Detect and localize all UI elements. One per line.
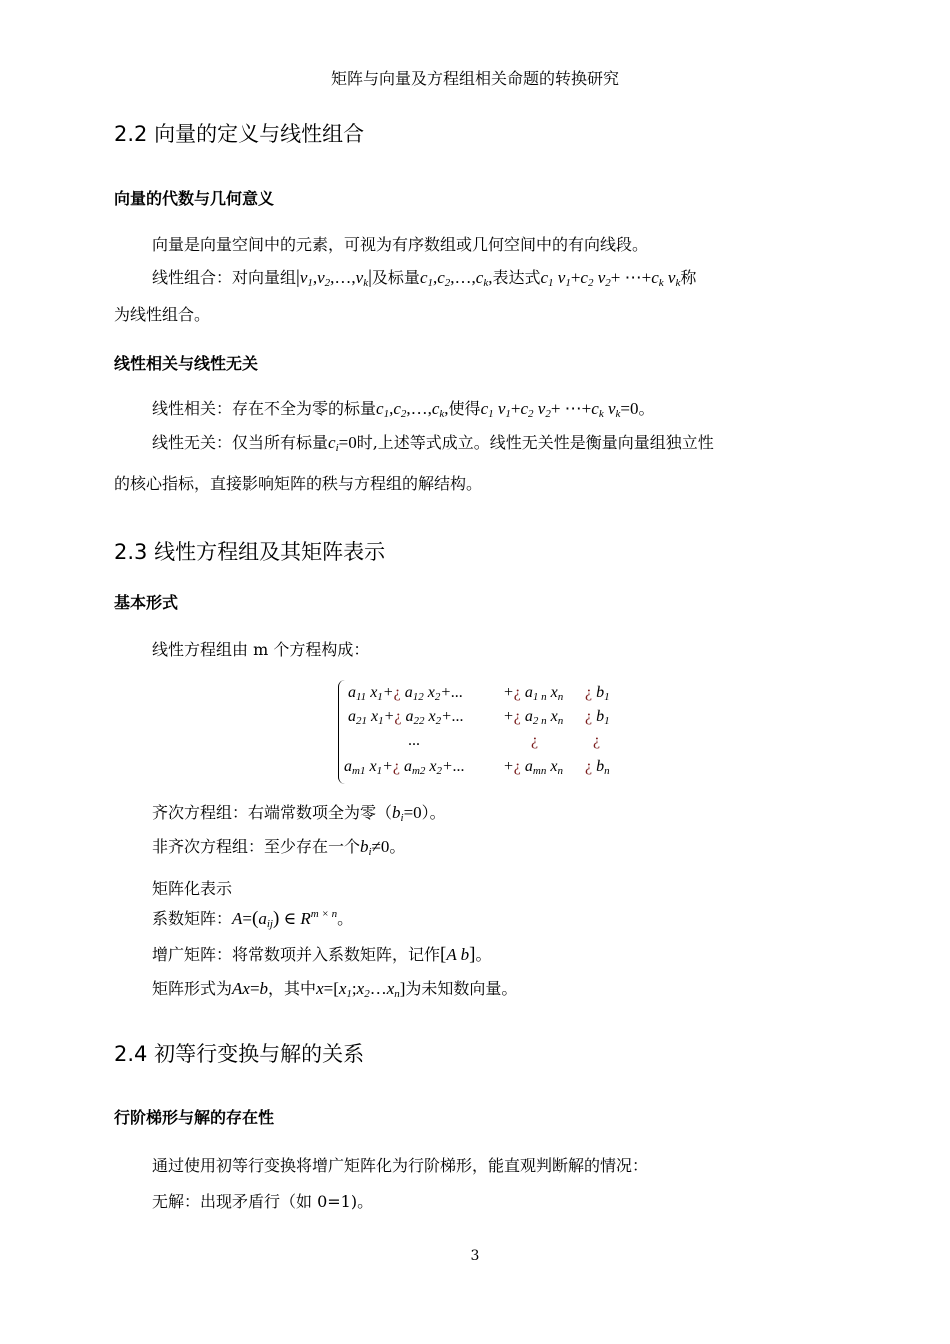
formula-ax-b: Ax=b <box>232 979 269 998</box>
section-2-3-title: 2.3 线性方程组及其矩阵表示 <box>114 540 386 564</box>
equation-system <box>338 676 638 786</box>
paragraph-continuation: 的核心指标，直接影响矩阵的秩与方程组的解结构。 <box>114 474 483 493</box>
text-fragment: 矩阵形式为 <box>152 979 233 998</box>
text-fragment: 线性组合：对向量组 <box>152 268 297 287</box>
text-fragment: 线性无关：仅当所有标量 <box>152 433 329 452</box>
text-fragment: 。 <box>389 837 406 856</box>
subsection-vector-meaning-title: 向量的代数与几何意义 <box>114 189 275 208</box>
text-fragment: 称 <box>680 268 697 287</box>
paragraph-linear-combination <box>152 265 696 289</box>
paragraph-homogeneous <box>152 800 446 824</box>
text-fragment: 非齐次方程组：至少存在一个 <box>152 837 361 856</box>
text-fragment: 使得 <box>448 399 481 418</box>
text-fragment: 增广矩阵：将常数项并入系数矩阵，记作 <box>152 945 441 964</box>
subsection-basic-form-title: 基本形式 <box>114 593 179 612</box>
formula-zero-combination: $c_1$ $v_1+c_2$ $v_2+$ $\cdots+c_k$ $v_k=0$ <box>480 399 639 420</box>
text-fragment: 时,上述等式成立。线性无关性是衡量向量组独立性 <box>356 433 714 452</box>
formula-unknown-vector: $x=[x_1;x_2\dots x_n]$ <box>316 979 406 1000</box>
text-fragment: 。 <box>638 399 655 418</box>
equation-row-ellipsis-rhs: ¿ <box>593 732 601 749</box>
formula-ci-zero: $c_i=0$ <box>328 433 357 454</box>
formula-linear-combination: $c_1$ $v_1+c_2$ $v_2+$ $\cdots+c_k$ $v_k$ <box>540 268 681 289</box>
section-2-4-title: 2.4 初等行变换与解的关系 <box>114 1042 365 1066</box>
paragraph-no-solution: 无解：出现矛盾行（如 0=1)。 <box>152 1192 374 1211</box>
text-fragment: 齐次方程组：右端常数项全为零（ <box>152 803 393 822</box>
paragraph-row-echelon: 通过使用初等行变换将增广矩阵化为行阶梯形，能直观判断解的情况： <box>152 1156 649 1175</box>
text-fragment: 线性相关：存在不全为零的标量 <box>152 399 377 418</box>
equation-row-1: $a_{11}$ $x_1+¿$ $a_{12}$ $x_2+$... <box>348 684 464 703</box>
paragraph-continuation: 为线性组合。 <box>114 305 211 324</box>
equation-row-2: $a_{21}$ $x_1+¿$ $a_{22}$ $x_2+$... <box>348 708 464 727</box>
equation-row-m-rhs: ¿ $b_n$ <box>585 758 610 777</box>
text-fragment: ，其中 <box>268 979 317 998</box>
matrix-representation-heading: 矩阵化表示 <box>152 879 233 898</box>
paragraph-matrix-form <box>152 976 517 1000</box>
equation-row-1-tail: +¿ $a_{1 n}$ $x_n$ <box>503 684 564 703</box>
section-2-2-title: 2.2 向量的定义与线性组合 <box>114 122 365 146</box>
paragraph-nonhomogeneous <box>152 834 405 858</box>
paragraph-system-intro: 线性方程组由 m 个方程构成： <box>152 640 370 659</box>
formula-scalars: $c_1,c_2,\dots,c_k$, <box>419 268 493 289</box>
equation-row-1-rhs: ¿ $b_1$ <box>585 684 610 703</box>
formula-bi-nonzero: $b_i\ne 0$ <box>360 837 390 858</box>
formula-vector-set: $|v_1,v_2,\dots,v_k|$ <box>296 267 372 289</box>
text-fragment: ）。 <box>421 803 446 822</box>
formula-scalars: $c_1,c_2,\dots,c_k$, <box>376 399 449 420</box>
equation-row-ellipsis-mid: ¿ <box>531 732 539 749</box>
formula-augmented-matrix: [A b] <box>440 944 476 965</box>
paragraph-linear-independence <box>152 430 714 454</box>
formula-bi-zero: $b_i=0$ <box>392 803 422 824</box>
equation-row-2-rhs: ¿ $b_1$ <box>585 708 610 727</box>
text-fragment: 。 <box>337 909 354 928</box>
paragraph-linear-dependence <box>152 396 655 420</box>
text-fragment: 系数矩阵： <box>152 909 233 928</box>
equation-row-ellipsis: ... <box>408 732 420 749</box>
paragraph-augmented-matrix <box>152 942 492 966</box>
running-header: 矩阵与向量及方程组相关命题的转换研究 <box>330 69 619 88</box>
text-fragment: 及标量 <box>371 268 420 287</box>
text-fragment: 。 <box>475 945 492 964</box>
subsection-row-echelon-title: 行阶梯形与解的存在性 <box>114 1108 275 1127</box>
equation-row-2-tail: +¿ $a_{2 n}$ $x_n$ <box>503 708 564 727</box>
page-number: 3 <box>470 1248 480 1264</box>
subsection-linear-dependence-title: 线性相关与线性无关 <box>114 354 259 373</box>
text-fragment: 表达式 <box>492 268 541 287</box>
equation-row-m: $a_{m1}$ $x_1+¿$ $a_{m2}$ $x_2+$... <box>344 758 465 777</box>
equation-row-m-tail: +¿ $a_{mn}$ $x_n$ <box>503 758 563 777</box>
formula-coefficient-matrix: $A=(a_{ij})$ ∈ $R^{m \times n}$ <box>232 908 338 930</box>
paragraph-coefficient-matrix <box>152 906 353 930</box>
text-fragment: 为未知数向量。 <box>405 979 518 998</box>
paragraph-vector-definition: 向量是向量空间中的元素，可视为有序数组或几何空间中的有向线段。 <box>152 235 649 254</box>
